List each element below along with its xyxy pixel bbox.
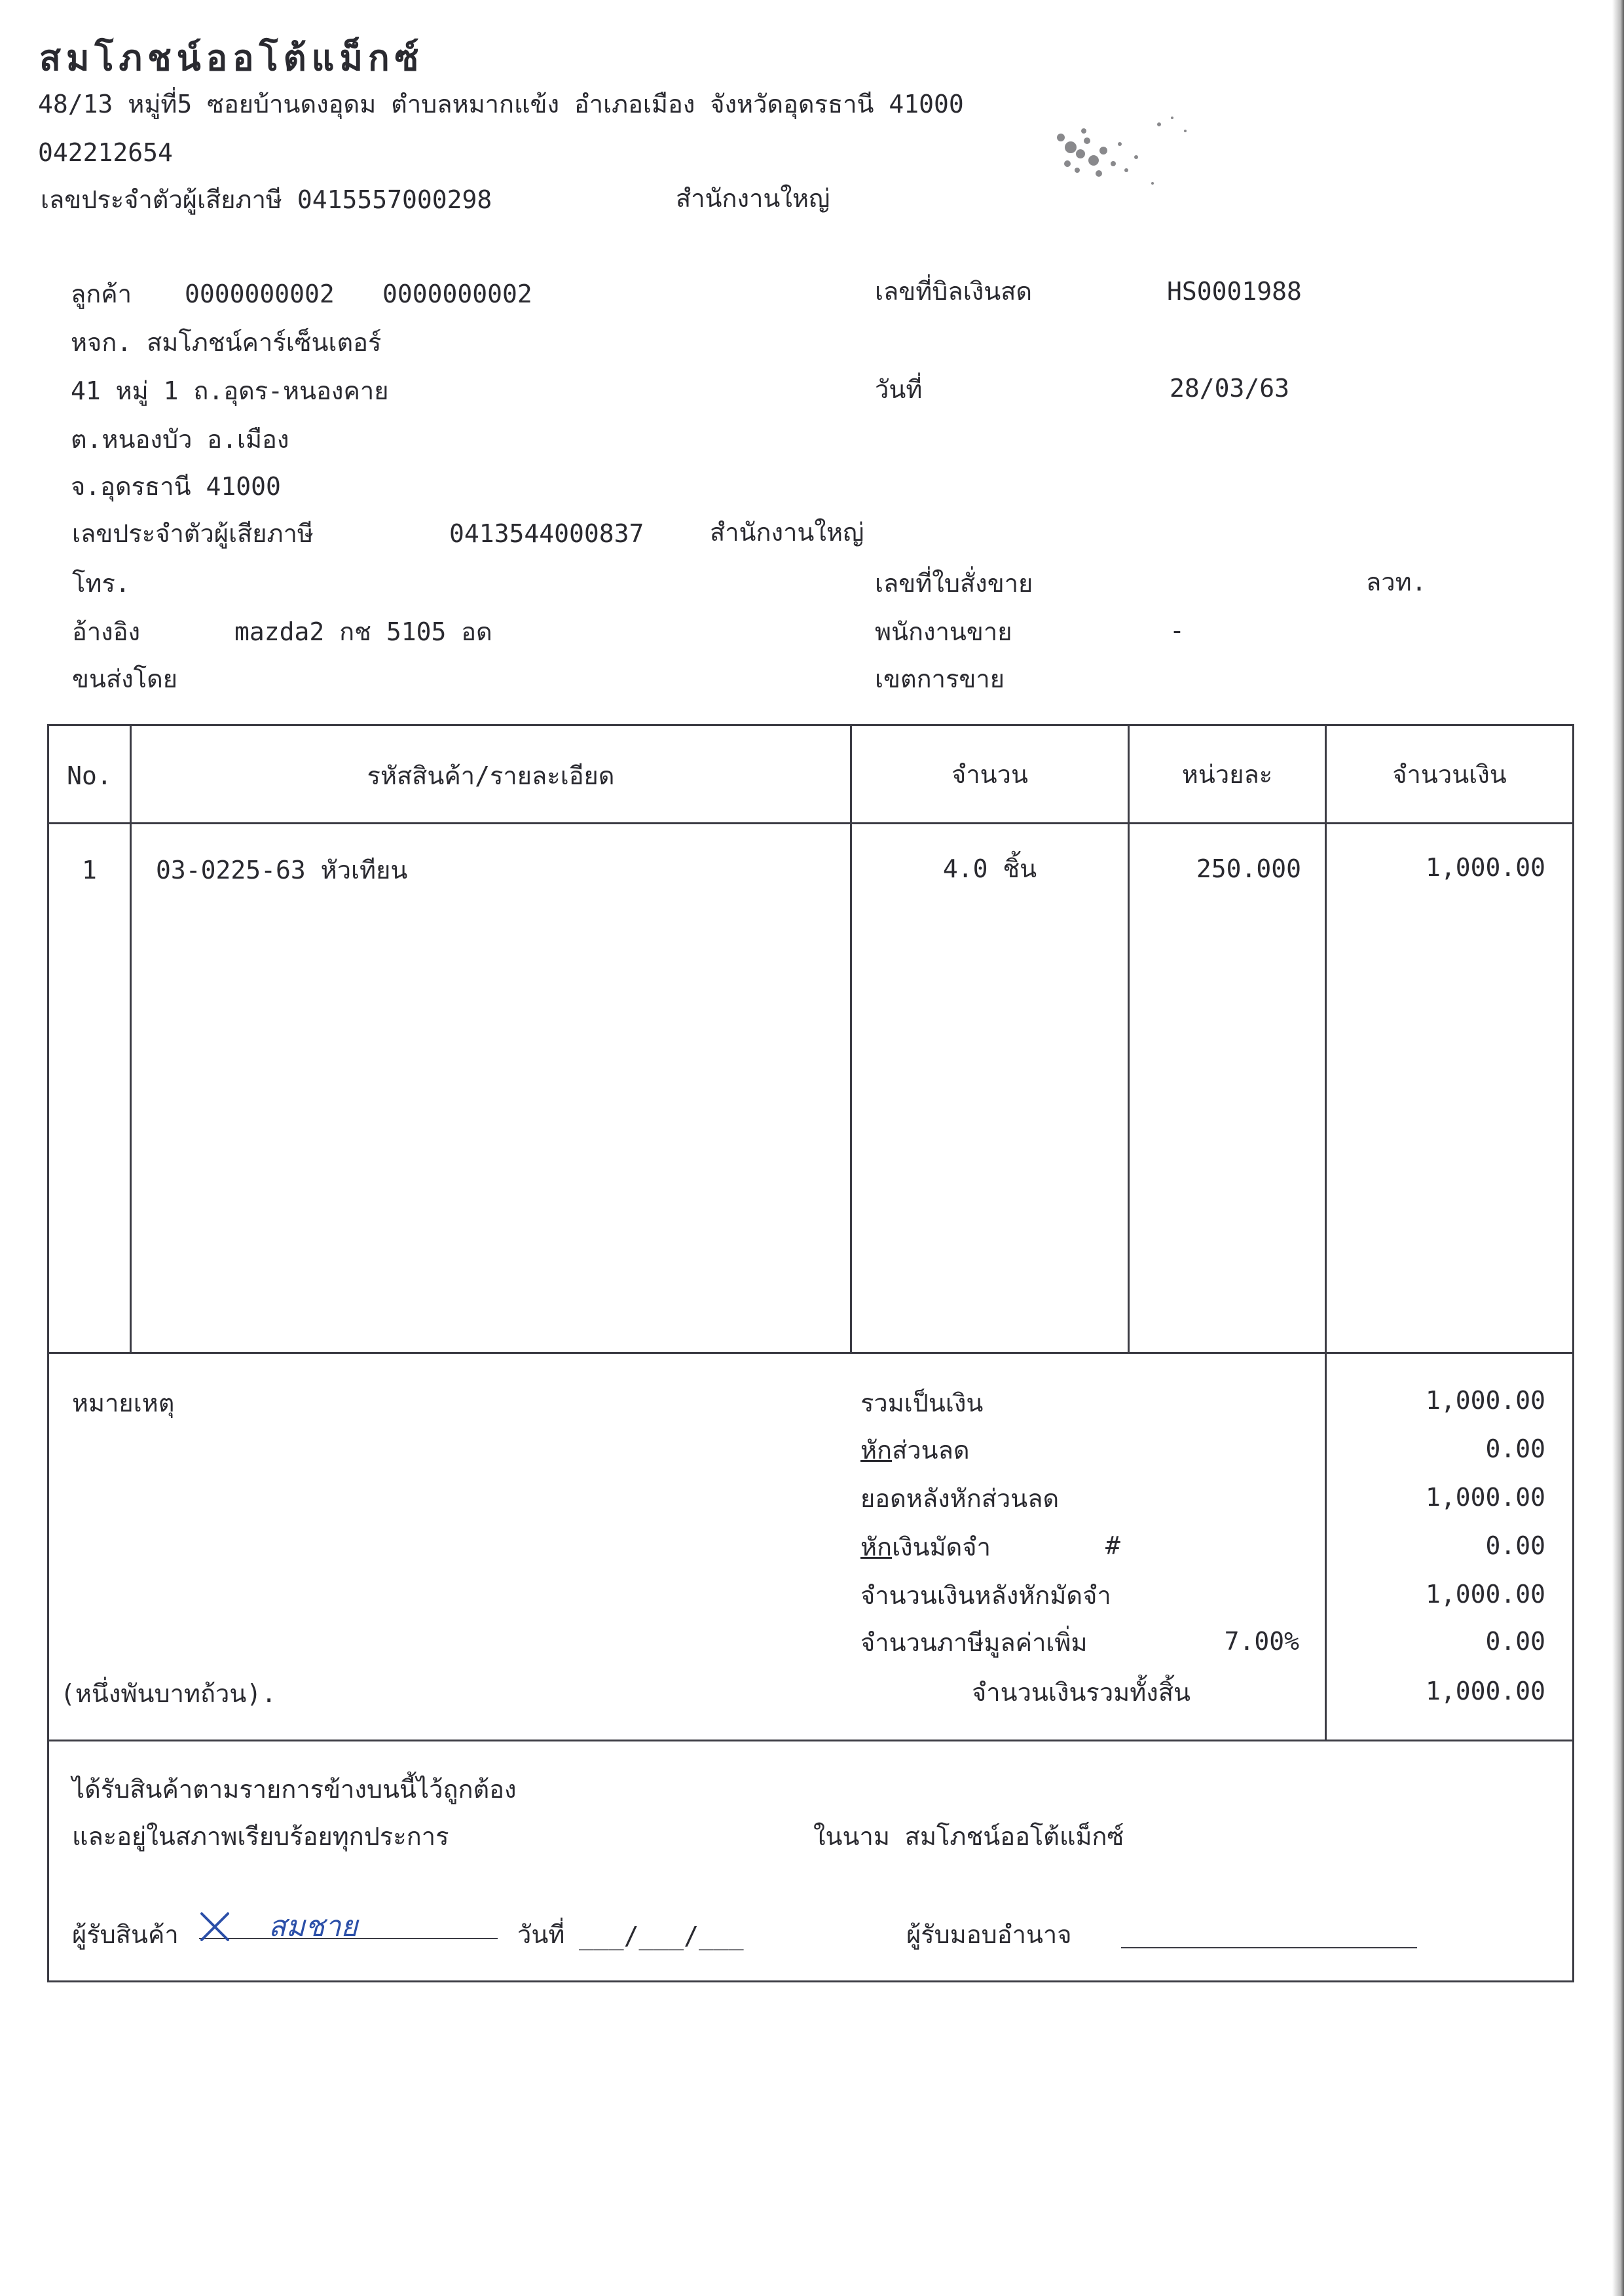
sales-area-label: เขตการขาย — [875, 665, 1005, 693]
salesperson-value: - — [1170, 616, 1185, 645]
customer-label: ลูกค้า — [71, 280, 132, 308]
discount-prefix: หัก — [860, 1436, 893, 1465]
deposit-prefix: หัก — [860, 1533, 893, 1561]
row-no: 1 — [82, 856, 97, 884]
customer-code-1: 0000000002 — [185, 280, 335, 308]
customer-name: หจก. สมโภชน์คาร์เซ็นเตอร์ — [71, 328, 382, 357]
receive-date-label: วันที่ — [517, 1920, 565, 1949]
company-address: 48/13 หมู่ที่5 ซอยบ้านดงอุดม ตำบลหมากแข้ง อำเภอเมือง จังหวัดอุดรธานี 41000 — [38, 90, 964, 118]
on-behalf-of: ในนาม สมโภชน์ออโต้แม็กซ์ — [813, 1822, 1124, 1851]
company-tax-id: เลขประจำตัวผู้เสียภาษี 0415557000298 — [41, 185, 492, 214]
receiver-label: ผู้รับสินค้า — [72, 1920, 179, 1949]
vat-label: จำนวนภาษีมูลค่าเพิ่ม — [860, 1628, 1088, 1657]
column-header-quantity: จำนวน — [951, 760, 1028, 789]
received-statement-line-1: ได้รับสินค้าตามรายการข้างบนนี้ไว้ถูกต้อง — [72, 1775, 517, 1804]
column-header-amount: จำนวนเงิน — [1392, 760, 1507, 789]
row-quantity: 4.0 ชิ้น — [942, 854, 1037, 883]
after-deposit-label: จำนวนเงินหลังหักมัดจำ — [860, 1581, 1111, 1610]
row-unit-price: 250.000 — [1196, 854, 1301, 883]
amount-in-words: (หนึ่งพันบาทถ้วน). — [60, 1679, 277, 1708]
customer-tax-id: 0413544000837 — [449, 519, 644, 548]
discount-value: 0.00 — [1485, 1434, 1545, 1463]
row-amount: 1,000.00 — [1425, 853, 1545, 882]
sales-order-label: เลขที่ใบสั่งขาย — [875, 569, 1033, 598]
column-header-unit-price: หน่วยละ — [1181, 760, 1273, 789]
grand-total-label: จำนวนเงินรวมทั้งสิ้น — [972, 1678, 1190, 1707]
deposit-value: 0.00 — [1485, 1531, 1545, 1560]
vat-rate: 7.00% — [1224, 1627, 1299, 1656]
customer-branch: สำนักงานใหญ่ — [710, 518, 864, 547]
sales-order-extra: ลวท. — [1366, 568, 1427, 596]
handwritten-signature — [196, 1902, 393, 1948]
authorized-label: ผู้รับมอบอำนาจ — [906, 1920, 1072, 1949]
company-name: สมโภชน์ออโต้แม็กซ์ — [39, 37, 424, 79]
after-discount-value: 1,000.00 — [1425, 1483, 1545, 1512]
ink-smudge — [1022, 92, 1218, 203]
customer-code-2: 0000000002 — [382, 280, 532, 308]
customer-address-3: จ.อุดรธานี 41000 — [71, 472, 281, 501]
deposit-hash: # — [1105, 1531, 1120, 1560]
reference-label: อ้างอิง — [72, 617, 141, 646]
discount-label — [860, 1438, 970, 1463]
receive-date-blank: ___/___/___ — [579, 1922, 744, 1950]
customer-address-1: 41 หมู่ 1 ถ.อุดร-หนองคาย — [71, 376, 389, 405]
received-statement-line-2: และอยู่ในสภาพเรียบร้อยทุกประการ — [72, 1822, 449, 1851]
bill-number-label: เลขที่บิลเงินสด — [875, 277, 1033, 306]
after-discount-label: ยอดหลังหักส่วนลด — [860, 1484, 1060, 1513]
ship-by-label: ขนส่งโดย — [72, 665, 178, 693]
bill-date: 28/03/63 — [1170, 374, 1290, 403]
after-deposit-value: 1,000.00 — [1425, 1580, 1545, 1609]
column-header-no: No. — [67, 761, 112, 790]
customer-tax-label: เลขประจำตัวผู้เสียภาษี — [72, 519, 314, 548]
company-phone: 042212654 — [38, 138, 173, 167]
signature-text: สมชาย — [268, 1910, 358, 1943]
row-description: 03-0225-63 หัวเทียน — [156, 856, 408, 884]
subtotal-label: รวมเป็นเงิน — [860, 1389, 984, 1417]
page-edge-shadow — [1612, 0, 1624, 2296]
deposit-text: เงินมัดจำ — [892, 1533, 991, 1561]
bill-number: HS0001988 — [1167, 277, 1302, 306]
discount-text: ส่วนลด — [892, 1436, 970, 1465]
bill-date-label: วันที่ — [875, 375, 923, 404]
salesperson-label: พนักงานขาย — [875, 617, 1012, 646]
company-branch: สำนักงานใหญ่ — [676, 184, 830, 213]
column-header-description: รหัสสินค้า/รายละเอียด — [367, 761, 615, 790]
deposit-label — [860, 1535, 991, 1559]
vat-value: 0.00 — [1485, 1627, 1545, 1656]
reference-value: mazda2 กช 5105 อด — [234, 617, 492, 646]
customer-phone-label: โทร. — [72, 569, 130, 598]
subtotal-value: 1,000.00 — [1425, 1386, 1545, 1415]
grand-total-value: 1,000.00 — [1425, 1677, 1545, 1705]
remark-label: หมายเหตุ — [72, 1389, 175, 1417]
authorized-signature-line — [1121, 1947, 1417, 1948]
customer-address-2: ต.หนองบัว อ.เมือง — [71, 425, 289, 454]
